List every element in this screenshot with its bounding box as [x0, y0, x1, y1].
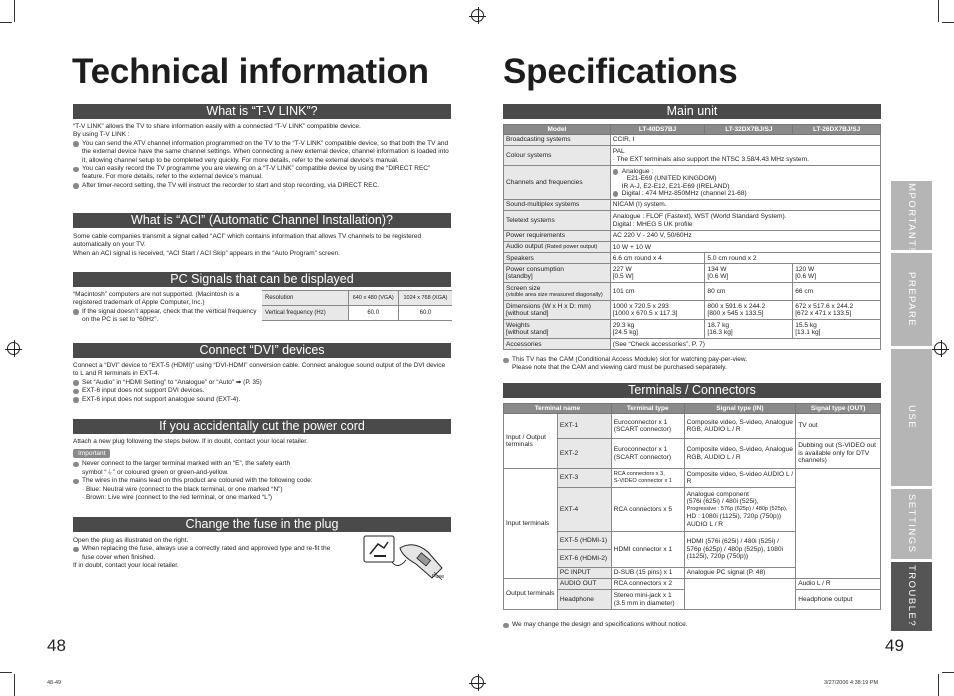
- crop-mark: [942, 22, 954, 23]
- table-cell: RCA connectors x 2: [611, 579, 684, 590]
- table-cell: Accessories: [504, 339, 611, 350]
- fuse-paragraph: If in doubt, contact your local retailer.: [73, 562, 179, 570]
- page-number-right: 49: [885, 636, 904, 655]
- dvi-paragraph: Connect a “DVI” device to “EXT-5 (HDMI)” using “DVI-HDMI” conversion cable. Connect analogue sound output of the DVI device to L and R terminals in EXT-4.: [73, 362, 446, 378]
- value: [0.6 W]: [795, 273, 817, 281]
- wire-code-brown: · Brown: Live wire (connect to the red terminal, or one marked “L”): [82, 494, 273, 502]
- section-heading-pc-signals: PC Signals that can be displayed: [73, 272, 451, 287]
- side-tabs: [891, 181, 932, 631]
- table-cell: Stereo mini-jack x 1 (3.5 mm in diameter): [611, 590, 684, 610]
- tlink-intro: “T-V LINK” allows the TV to share information easily with a connected “T-V LINK” compatible device.: [73, 123, 361, 130]
- section-heading-power-cord: If you accidentally cut the power cord: [73, 419, 451, 434]
- table-cell: EXT-3: [557, 469, 611, 488]
- table-cell: Input terminals: [504, 469, 558, 579]
- table-cell: [504, 283, 611, 301]
- section-heading-main-unit: Main unit: [503, 104, 881, 119]
- table-cell: EXT-2: [557, 439, 611, 469]
- table-cell: [610, 211, 880, 231]
- cam-note: This TV has the CAM (Conditional Access Module) slot for watching pay-per-view.: [503, 356, 881, 364]
- tab-label: USE: [906, 405, 917, 430]
- table-cell: AC 220 V - 240 V, 50/60Hz: [610, 231, 880, 242]
- label-text: Screen size: [506, 284, 541, 292]
- value: [1000 x 670.5 x 117.3]: [612, 310, 678, 318]
- footer-left: 48-49: [47, 680, 62, 686]
- table-cell: EXT-5 (HDMI-1): [557, 532, 611, 550]
- terminals-table: [503, 403, 881, 610]
- table-cell: [684, 488, 796, 532]
- table-cell: D-SUB (15 pins) x 1: [611, 568, 684, 579]
- tlink-bullet: After timer-record setting, the TV will instruct the recorder to start and stop recording, via DIRECT REC.: [73, 182, 451, 190]
- main-unit-notes: [503, 356, 881, 373]
- table-header: Signal type (OUT): [796, 404, 881, 414]
- tab-label: IMPORTANT!: [906, 179, 917, 252]
- registration-mark-icon: [934, 342, 947, 355]
- page-number-left: 48: [47, 636, 66, 655]
- tab-important[interactable]: [891, 181, 932, 250]
- table-cell: HDMI connector x 1: [611, 532, 684, 568]
- value: [800 x 545 x 133.5]: [707, 310, 764, 318]
- value: 672 x 517.6 x 244.2: [795, 303, 854, 310]
- table-cell-line: · The EXT terminals also support the NTSC 3.58/4.43 MHz system.: [612, 155, 809, 163]
- table-cell: PC INPUT: [557, 568, 611, 579]
- dvi-bullet: Set “Audio” in “HDMI Setting” to “Analogue” or “Auto” ➡ (P. 35): [73, 379, 451, 387]
- value: [0.5 W]: [612, 273, 634, 281]
- pc-bullet: If the signal doesn’t appear, check that the vertical frequency on the PC is set to “60Hz”.: [73, 308, 258, 325]
- table-cell-line: E21-E69 (UNITED KINGDOM): [626, 175, 717, 183]
- value: AUDIO L / R: [686, 520, 724, 528]
- dvi-text: [73, 362, 451, 404]
- section-heading-terminals: Terminals / Connectors: [503, 383, 881, 398]
- value: [13.1 kg]: [795, 329, 821, 337]
- power-paragraph: Attach a new plug following the steps below. If in doubt, contact your local retailer.: [73, 438, 308, 445]
- table-header: LT-32DX7BJ/SJ: [705, 125, 793, 135]
- table-cell-line: Digital : 474 MHz-850MHz (channel 21-68): [613, 190, 878, 197]
- value: Progressive : 576p (625p) / 480p (525p),: [686, 505, 788, 512]
- table-cell: [793, 264, 881, 283]
- table-cell-line: PAL: [612, 148, 625, 156]
- value: RCA connectors x 3,: [613, 470, 665, 477]
- section-heading-fuse: Change the fuse in the plug: [73, 517, 451, 532]
- important-badge: Important: [73, 449, 110, 458]
- table-cell: EXT-4: [557, 488, 611, 532]
- table-cell: NICAM (I) system.: [610, 200, 880, 211]
- table-cell: Colour systems: [504, 146, 611, 166]
- table-cell: [610, 264, 705, 283]
- table-cell: [610, 320, 705, 339]
- table-cell: 1024 x 768 (XGA): [403, 295, 448, 301]
- value: (576i (625i) / 480i (525i),: [686, 498, 759, 506]
- table-cell: [705, 264, 793, 283]
- table-cell: [705, 320, 793, 339]
- cam-note-cont: Please note that the CAM and viewing card must be purchased separately.: [512, 364, 727, 372]
- table-cell: [684, 579, 796, 610]
- value: HD : 1080i (1125i), 720p (750p)): [686, 513, 782, 521]
- table-cell: Headphone output: [796, 590, 881, 610]
- dvi-bullet: EXT-6 input does not support analogue sound (EXT-4).: [73, 396, 451, 404]
- table-cell: Composite video, S-video, Analogue RGB, AUDIO L / R: [684, 439, 796, 469]
- table-cell: Output terminals: [504, 579, 558, 610]
- value: [672 x 471 x 133.5]: [795, 310, 852, 318]
- table-cell: Audio L / R: [796, 579, 881, 590]
- value: 29.3 kg: [612, 322, 635, 329]
- tab-settings[interactable]: [891, 489, 932, 559]
- table-cell: Broadcasting systems: [504, 135, 611, 146]
- table-header: Terminal type: [611, 404, 684, 414]
- table-cell: EXT-1: [557, 414, 611, 439]
- table-cell: [610, 146, 880, 166]
- power-bullet: Never connect to the larger terminal marked with an “E”, the safety earth: [73, 460, 451, 468]
- wire-code-blue: · Blue: Neutral wire (connect to the black terminal, or one marked “N”): [82, 485, 283, 493]
- label-text: Power consumption: [506, 266, 564, 273]
- tlink-text: [73, 123, 451, 190]
- table-cell: 60.0: [419, 310, 432, 316]
- table-cell: Teletext systems: [504, 211, 611, 231]
- page-title-technical-information: Technical information: [72, 52, 429, 91]
- terminals-note: [503, 621, 881, 629]
- table-cell-line: Digital : MHEG 5 UK profile: [612, 220, 693, 228]
- fuse-label: Fuse: [432, 574, 445, 580]
- fuse-paragraph: Open the plug as illustrated on the right.: [73, 537, 189, 544]
- label-text: Dimensions (W x H x D: mm): [506, 303, 591, 310]
- crop-mark: [14, 674, 15, 696]
- fuse-text: [73, 537, 343, 571]
- registration-mark-icon: [471, 9, 484, 22]
- pc-paragraph: “Macintosh” computers are not supported. (Macintosh is a registered trademark of Apple Computer, Inc.): [73, 291, 240, 307]
- aci-paragraph: Some cable companies transmit a signal called “ACI” which contains information that allows TV channels to be registered automatically on your TV.: [73, 233, 422, 249]
- table-cell: [610, 166, 880, 200]
- table-cell: Headphone: [557, 590, 611, 610]
- table-cell: [796, 469, 881, 579]
- table-cell: Speakers: [504, 253, 611, 264]
- table-header: Terminal name: [504, 404, 612, 414]
- table-cell: Euroconnector x 1 (SCART connector): [611, 414, 684, 439]
- tab-label: SETTINGS: [906, 494, 917, 554]
- page-title-specifications: Specifications: [503, 52, 738, 91]
- label-text: Weights: [506, 322, 530, 329]
- table-cell: [793, 320, 881, 339]
- table-cell: Power requirements: [504, 231, 611, 242]
- table-cell: Euroconnector x 1 (SCART connector): [611, 439, 684, 469]
- table-cell: 60.0: [348, 306, 398, 321]
- table-cell: [504, 320, 611, 339]
- power-bullet: The wires in the mains lead on this product are coloured with the following code:: [73, 477, 451, 485]
- table-header: LT-40DS7BJ: [610, 125, 705, 135]
- table-cell: Composite video, S-video, Analogue RGB, AUDIO L / R: [684, 414, 796, 439]
- main-unit-table: [503, 124, 881, 350]
- table-cell: [705, 301, 793, 320]
- value: [0.6 W]: [707, 273, 729, 281]
- label-text: Audio output: [506, 243, 544, 250]
- label-text: [without stand]: [506, 310, 549, 318]
- value: S-VIDEO connector x 1: [613, 478, 672, 484]
- table-cell: AUDIO OUT: [557, 579, 611, 590]
- table-cell: (See “Check accessories”, P. 7): [610, 339, 880, 350]
- label-note: (visible area size measured diagonally): [506, 291, 603, 298]
- pc-signal-table: [262, 290, 452, 321]
- dvi-bullet: EXT-6 input does not support DVI devices.: [73, 387, 451, 395]
- value: 15.5 kg: [795, 322, 817, 329]
- tab-label: TROUBLE?: [906, 565, 917, 628]
- crop-mark: [942, 672, 954, 673]
- table-cell: 10 W + 10 W: [610, 242, 880, 253]
- table-cell: CCIR, I: [610, 135, 880, 146]
- power-bullet-cont: symbol “⏚” or coloured green or green-and-yellow.: [82, 468, 229, 476]
- value: 18.7 kg: [707, 322, 730, 329]
- value: 227 W: [612, 266, 632, 273]
- label-text: [without stand]: [506, 329, 549, 337]
- value: 1000 x 720.5 x 293: [612, 303, 669, 310]
- table-cell: [793, 301, 881, 320]
- section-heading-aci: What is “ACI” (Automatic Channel Installation)?: [73, 213, 451, 228]
- value: [24.5 kg]: [612, 329, 639, 337]
- aci-paragraph: When an ACI signal is received, “ACI Start / ACI Skip” appears in the “Auto Program” screen.: [73, 249, 340, 257]
- value: [16.3 kg]: [707, 329, 733, 337]
- table-cell: [504, 264, 611, 283]
- table-header: Model: [504, 125, 611, 135]
- fuse-bullet: When replacing the fuse, always use a correctly rated and approved type and re-fit the fuse cover when finished.: [73, 545, 343, 562]
- table-cell: Input / Output terminals: [504, 414, 558, 469]
- table-cell-line: Analogue :: [613, 168, 878, 175]
- power-text: [73, 438, 451, 502]
- table-cell: RCA connectors x 5: [611, 488, 684, 532]
- label-text: [standby]: [506, 273, 533, 281]
- pc-text: [73, 291, 258, 325]
- table-cell: Vertical frequency (Hz): [262, 306, 348, 321]
- table-cell: Resolution: [262, 291, 348, 306]
- table-cell: [611, 469, 684, 488]
- table-cell: [504, 301, 611, 320]
- crop-mark: [938, 674, 939, 696]
- tlink-by-using: By using T-V LINK :: [73, 131, 130, 139]
- tab-trouble[interactable]: [891, 562, 932, 631]
- value: 800 x 591.6 x 244.2: [707, 303, 766, 310]
- value: Analogue component: [686, 490, 749, 498]
- registration-mark-icon: [7, 342, 20, 355]
- aci-text: [73, 233, 451, 258]
- table-cell: 101 cm: [610, 283, 705, 301]
- table-cell: 5.0 cm round x 2: [705, 253, 881, 264]
- tab-prepare[interactable]: [891, 253, 932, 346]
- crop-mark: [0, 22, 12, 23]
- table-cell-line: Analogue : FLOF (Fastext), WST (World Standard System).: [612, 213, 787, 221]
- table-cell: Analogue PC signal (P. 48): [684, 568, 796, 579]
- tlink-bullet: You can send the ATV channel information programmed on the TV to the “T-V LINK” compatible device, so that both the TV and the external device have the same channel settings. When connecting a new external device, channel information is loaded into it, allowing channel setup to be completed very quickly. For more details, refer to the external device’s manual.: [73, 140, 451, 165]
- section-heading-tlink: What is “T-V LINK”?: [73, 104, 451, 119]
- table-cell: 66 cm: [793, 283, 881, 301]
- table-header: Signal type (IN): [684, 404, 796, 414]
- footer-right: 3/27/2006 4:38:19 PM: [824, 680, 879, 686]
- crop-mark: [0, 672, 12, 673]
- table-cell: [610, 301, 705, 320]
- table-cell: 6.6 cm round x 4: [610, 253, 705, 264]
- value: 120 W: [795, 266, 815, 273]
- design-change-note: We may change the design and specifications without notice.: [503, 621, 881, 629]
- section-heading-dvi: Connect “DVI” devices: [73, 343, 451, 358]
- tab-label: PREPARE: [906, 271, 917, 328]
- table-cell: [504, 242, 611, 253]
- crop-mark: [938, 0, 939, 22]
- registration-mark-icon: [471, 676, 484, 689]
- table-cell: 640 x 480 (VGA): [348, 291, 398, 306]
- table-cell: Sound-multiplex systems: [504, 200, 611, 211]
- table-header: LT-26DX7BJ/SJ: [793, 125, 881, 135]
- table-cell: Channels and frequencies: [504, 166, 611, 200]
- table-cell: HDMI (576i (625i) / 480i (525i) / 576p (625p) / 480p (525p), 1080i (1125i), 720p (750p)): [684, 532, 796, 568]
- crop-mark: [14, 0, 15, 22]
- table-cell: TV out: [796, 414, 881, 439]
- value: 134 W: [707, 266, 727, 273]
- tab-use[interactable]: [891, 349, 932, 486]
- label-note: (Rated power output): [544, 244, 598, 250]
- table-cell: Composite video, S-video AUDIO L / R: [684, 469, 796, 488]
- table-cell: EXT-6 (HDMI-2): [557, 550, 611, 568]
- table-cell: 80 cm: [705, 283, 793, 301]
- table-cell: Dubbing out (S-VIDEO out is available only for DTV channels): [796, 439, 881, 469]
- table-cell-line: IR A-J, E2-E12, E21-E69 (IRELAND): [621, 182, 730, 190]
- tlink-bullet: You can easily record the TV programme you are viewing on a “T-V LINK” compatible device by using the “DIRECT REC” feature. For more details, refer to the external device’s manual.: [73, 165, 451, 182]
